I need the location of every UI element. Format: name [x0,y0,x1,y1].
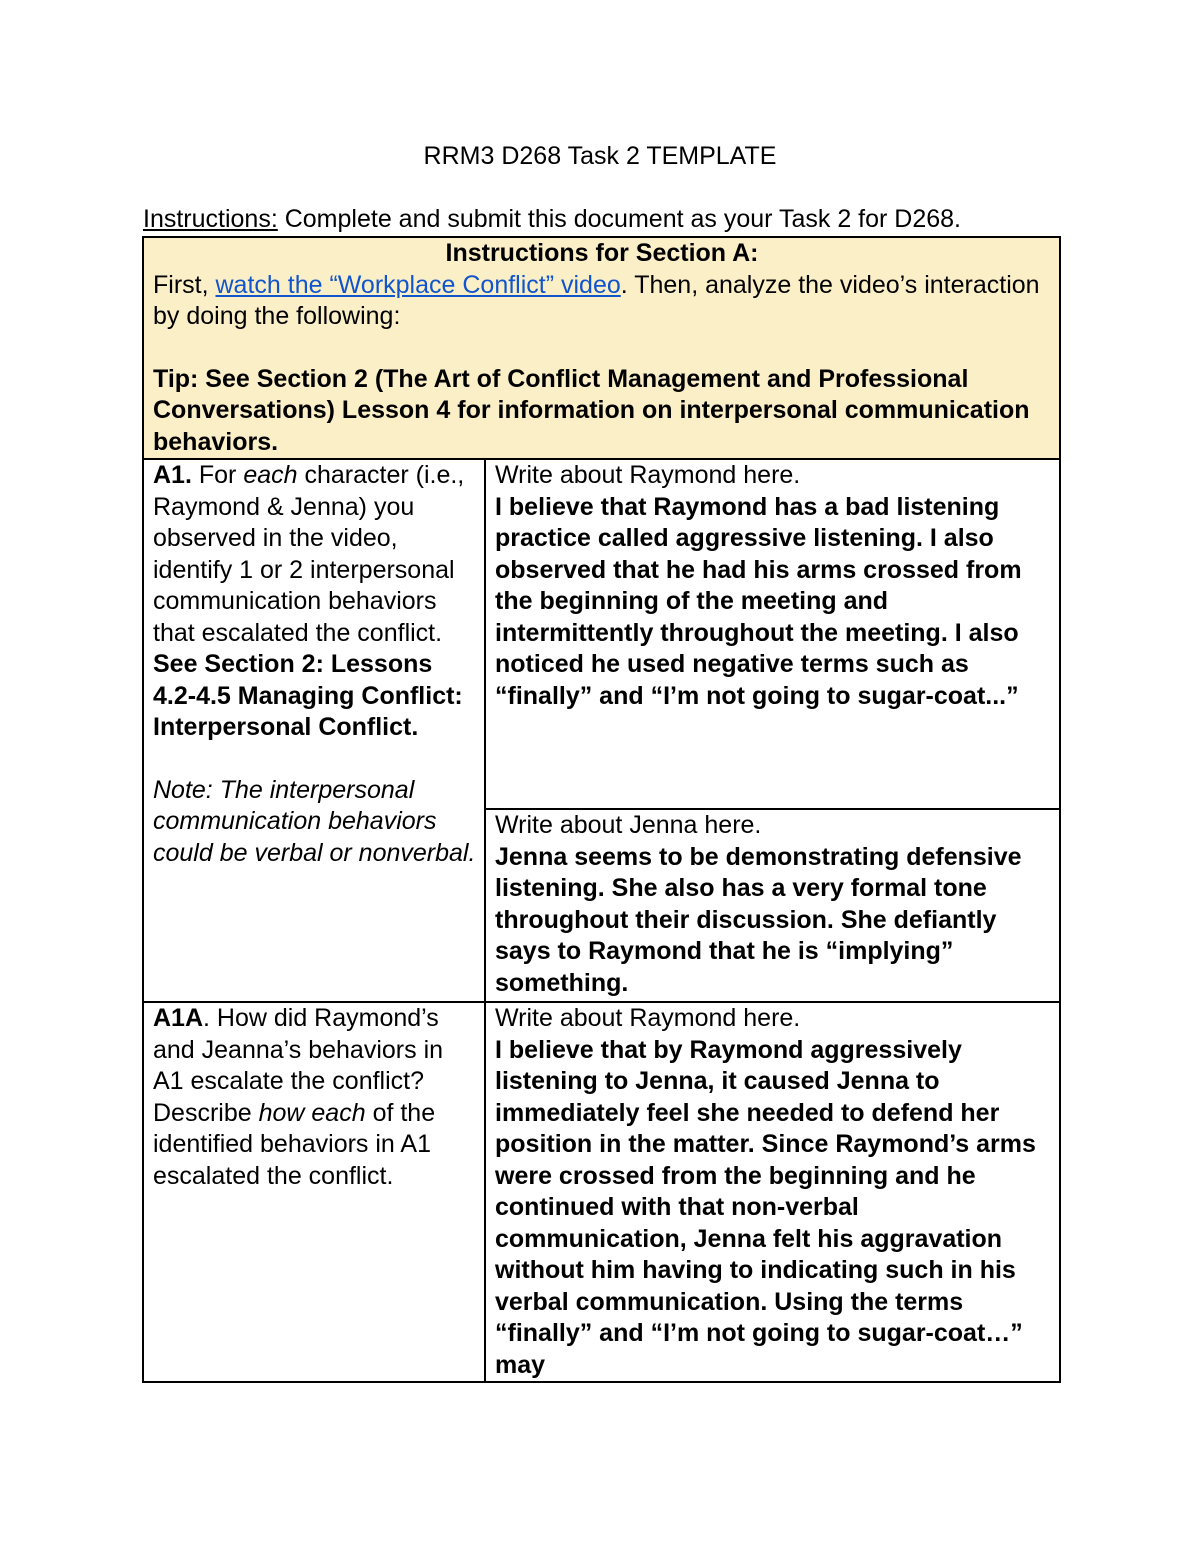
section-a-instructions [153,270,1051,333]
a1-prompt-part-1: For [191,461,244,489]
workplace-conflict-video-link[interactable]: watch the “Workplace Conflict” video [215,270,621,299]
instructions-text: Complete and submit this document as your Task 2 for D268. [277,205,961,233]
a1a-prompt-part-2: of the identified behaviors in A1 escalated the conflict. [153,1098,436,1190]
section-a-tip: Tip: See Section 2 (The Art of Conflict Management and Professional Conversations) Lesson 4 for information on interpersonal communication behaviors. [153,364,1030,456]
a1a-raymond-cell[interactable] [485,1002,1060,1382]
a1-prompt-emphasis: each [243,461,298,489]
section-a-prefix: First, [153,270,216,299]
section-a-suffix: . Then, analyze the video’s interaction by doing the following: [153,270,1040,330]
a1-note: Note: The interpersonal communication behaviors could be verbal or nonverbal. [153,775,476,867]
section-a-instructions-cell [143,237,1060,459]
a1-jenna-label: Write about Jenna here. [495,811,762,839]
a1a-prompt-cell [143,1002,485,1382]
a1-id: A1. [153,461,192,489]
a1-prompt [153,460,476,649]
a1a-prompt-emphasis: how each [258,1098,366,1127]
a1a-prompt [153,1003,476,1192]
a1-raymond-label: Write about Raymond here. [495,461,801,489]
a1a-prompt-part-1: . How did Raymond’s and Jeanna’s behaviors in A1 escalate the conflict? Describe [153,1004,444,1127]
a1-see-section: See Section 2: Lessons 4.2-4.5 Managing Conflict: Interpersonal Conflict. [153,650,463,741]
instructions-label: Instructions: [143,205,278,233]
a1-raymond-row [143,459,1060,809]
section-a-heading: Instructions for Section A: [445,239,759,267]
a1-jenna-answer: Jenna seems to be demonstrating defensive listening. She also has a very formal tone throughout their discussion. She defiantly says to Raymond that he is “implying” something. [495,842,1022,997]
a1a-id: A1A [153,1004,204,1032]
task-template-table [142,236,1061,1383]
a1-raymond-answer: I believe that Raymond has a bad listening practice called aggressive listening. I also observed that he had his arms crossed from the beginning of the meeting and intermittently throughout the meeting. I also noticed he used negative terms such as “finally” and “I’m not going to sugar-coat...” [495,492,1022,710]
a1a-row [143,1002,1060,1382]
a1a-raymond-label: Write about Raymond here. [495,1004,801,1032]
a1-jenna-cell[interactable] [485,809,1060,1002]
a1-prompt-cell [143,459,485,1002]
a1-raymond-cell[interactable] [485,459,1060,809]
instructions-line [143,205,961,234]
a1a-raymond-answer: I believe that by Raymond aggressively listening to Jenna, it caused Jenna to immediately feel she needed to defend her position in the matter. Since Raymond’s arms were crossed from the beginning and he continued with that non-verbal communication, Jenna felt his aggravation without him having to indicating such in his verbal communication. Using the terms “finally” and “I’m not going to sugar-coat…” may [495,1035,1036,1379]
document-title: RRM3 D268 Task 2 TEMPLATE [423,142,777,170]
a1-prompt-part-2: character (i.e., Raymond & Jenna) you observed in the video, identify 1 or 2 interpersonal communication behaviors that escalated the conflict. [153,461,465,647]
section-a-header-row [143,237,1060,459]
